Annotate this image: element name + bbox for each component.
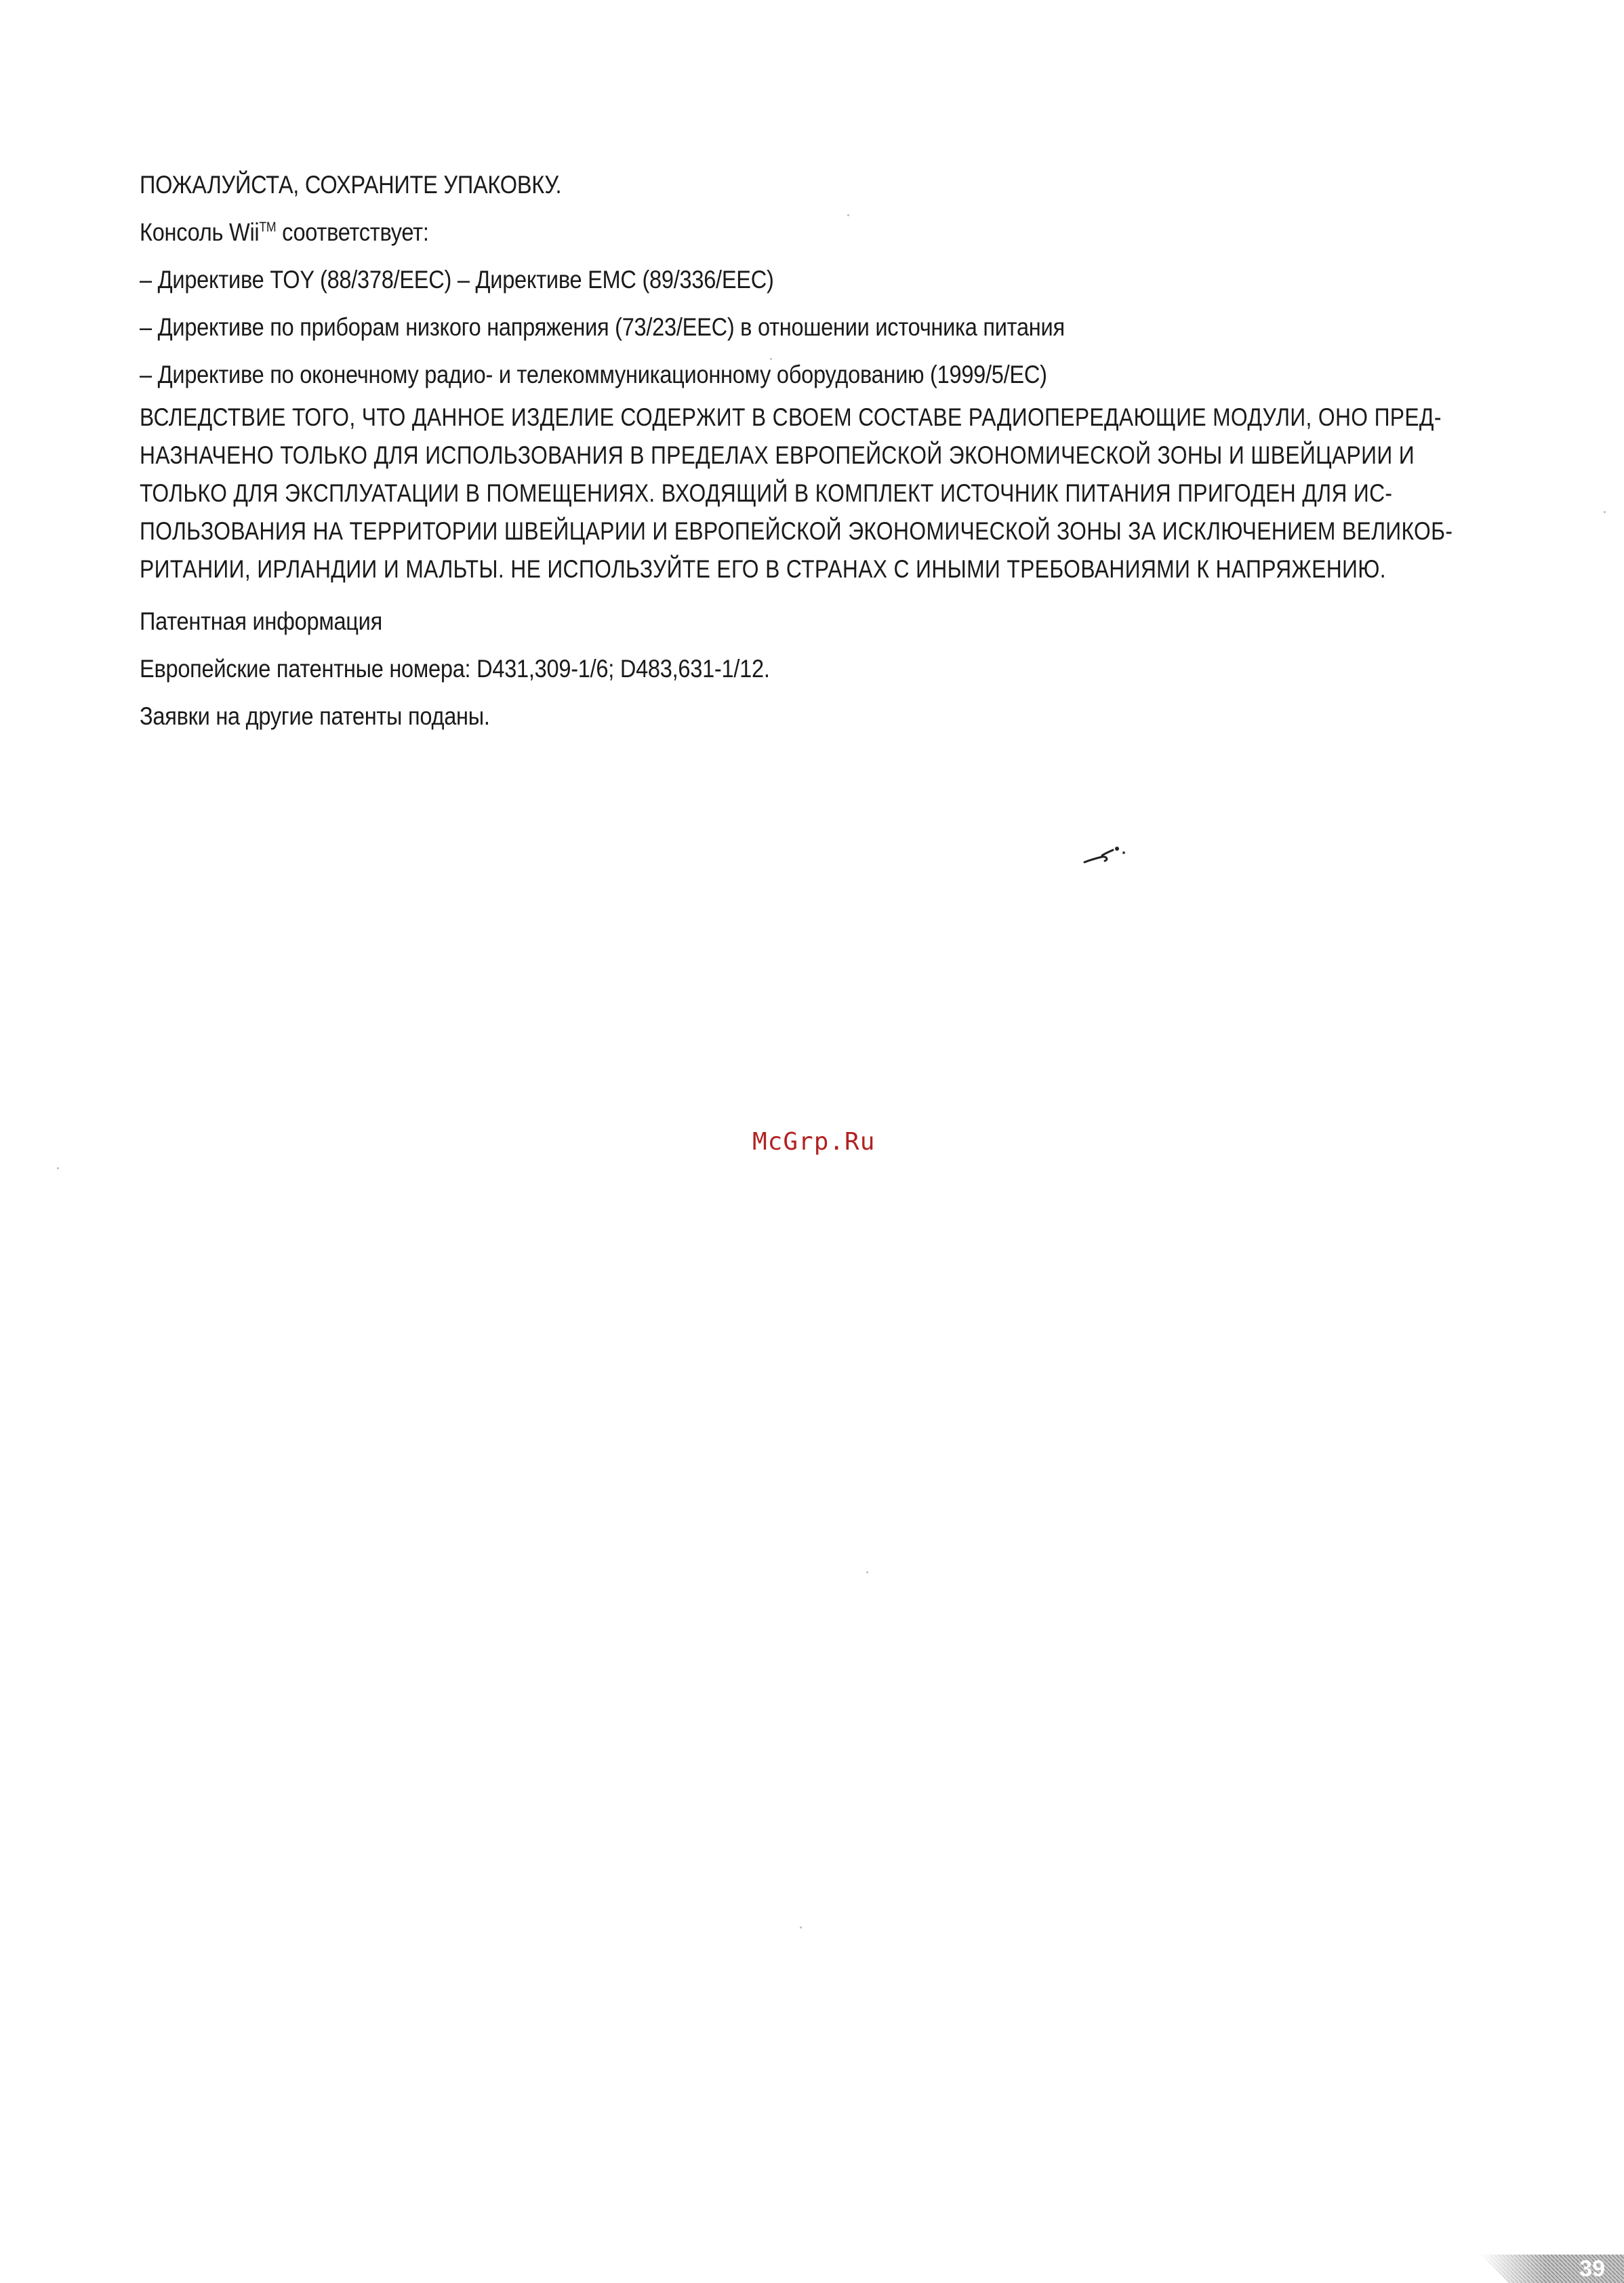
warning-line: РИТАНИИ, ИРЛАНДИИ И МАЛЬТЫ. НЕ ИСПОЛЬЗУЙТЕ ЕГО В СТРАНАХ С ИНЫМИ ТРЕБОВАНИЯМИ К НАПРЯЖЕНИЮ. xyxy=(140,555,1386,583)
warning-line: ПОЛЬЗОВАНИЯ НА ТЕРРИТОРИИ ШВЕЙЦАРИИ И ЕВРОПЕЙСКОЙ ЭКОНОМИЧЕСКОЙ ЗОНЫ ЗА ИСКЛЮЧЕНИЕМ ВЕЛИКОБ- xyxy=(140,517,1453,545)
patent-heading: Патентная информация xyxy=(140,607,382,635)
directive-toy-emc: – Директиве TOY (88/378/EEC) – Директиве EMC (89/336/EEC) xyxy=(140,266,774,294)
scan-speck xyxy=(57,1167,59,1169)
watermark-text: McGrp.Ru xyxy=(752,1128,876,1156)
console-compliance-line xyxy=(140,209,1380,256)
packaging-notice: ПОЖАЛУЙСТА, СОХРАНИТЕ УПАКОВКУ. xyxy=(140,171,562,199)
document-body xyxy=(140,161,1549,740)
scan-speck xyxy=(866,1571,868,1573)
console-compliance-suffix: соответствует: xyxy=(276,218,429,246)
console-compliance-prefix: Консоль Wii xyxy=(140,218,260,246)
patent-numbers: Европейские патентные номера: D431,309-1/6; D483,631-1/12. xyxy=(140,655,770,683)
page-number: 39 xyxy=(1579,2256,1605,2282)
patent-pending: Заявки на другие патенты поданы. xyxy=(140,702,490,730)
scan-speck xyxy=(770,358,772,360)
warning-line: ВСЛЕДСТВИЕ ТОГО, ЧТО ДАННОЕ ИЗДЕЛИЕ СОДЕРЖИТ В СВОЕМ СОСТАВЕ РАДИОПЕРЕДАЮЩИЕ МОДУЛИ, ОНО ПРЕД- xyxy=(140,403,1442,431)
directive-radio-telecom: – Директиве по оконечному радио- и телекоммуникационному оборудованию (1999/5/EC) xyxy=(140,361,1047,388)
warning-line: НАЗНАЧЕНО ТОЛЬКО ДЛЯ ИСПОЛЬЗОВАНИЯ В ПРЕДЕЛАХ ЕВРОПЕЙСКОЙ ЭКОНОМИЧЕСКОЙ ЗОНЫ И ШВЕЙЦАРИИ И xyxy=(140,441,1415,469)
scan-speck xyxy=(1604,511,1606,513)
directive-low-voltage: – Директиве по приборам низкого напряжения (73/23/EEC) в отношении источника питания xyxy=(140,313,1065,341)
pen-mark-icon xyxy=(1082,843,1129,870)
radio-warning-paragraph xyxy=(140,399,1549,588)
scan-speck xyxy=(800,1926,802,1928)
trademark-sup: TM xyxy=(259,220,277,235)
warning-line: ТОЛЬКО ДЛЯ ЭКСПЛУАТАЦИИ В ПОМЕЩЕНИЯХ. ВХОДЯЩИЙ В КОМПЛЕКТ ИСТОЧНИК ПИТАНИЯ ПРИГОДЕН ДЛЯ ИС- xyxy=(140,479,1393,507)
patent-section xyxy=(140,598,1549,740)
scan-speck xyxy=(847,214,849,216)
